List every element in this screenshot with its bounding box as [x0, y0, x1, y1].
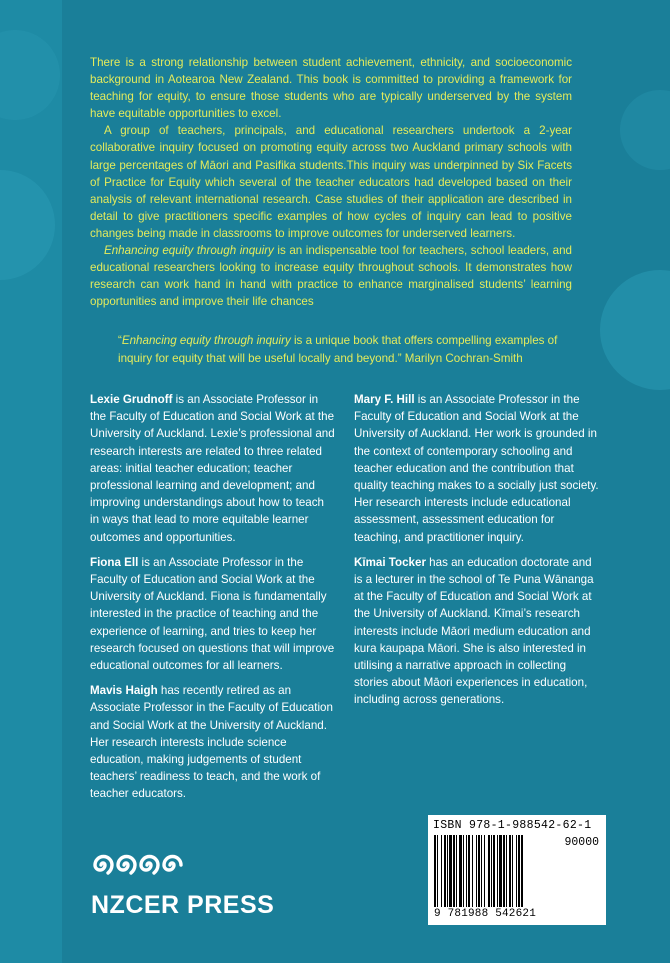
barcode-bar: [478, 835, 480, 907]
barcode-bar: [521, 835, 523, 907]
book-title-italic: Enhancing equity through inquiry: [104, 244, 274, 258]
barcode-bar: [459, 835, 462, 907]
barcode-bar: [472, 835, 473, 907]
barcode-bar: [499, 835, 502, 907]
barcode-bar: [453, 835, 455, 907]
barcode-bar: [441, 835, 442, 907]
barcode-bar: [518, 835, 520, 907]
barcode-bar: [488, 835, 490, 907]
barcode-bar: [434, 835, 436, 907]
author-name: Fiona Ell: [90, 555, 139, 569]
author-bio-text: is an Associate Professor in the Faculty of Education and Social Work at the University of Auckland. Lexie’s professional and research interests are related to three related areas: initial teacher education; teacher professional learning and development; and improving understandings about how to teach in ways that lead to more equitable learner outcomes and opportunities.: [90, 393, 335, 544]
barcode-bar: [484, 835, 485, 907]
barcode-bar: [493, 835, 495, 907]
bios-column-right: [354, 391, 600, 717]
isbn-label: ISBN 978-1-988542-62-1: [433, 819, 592, 832]
barcode-bar: [444, 835, 446, 907]
barcode-bar: [456, 835, 457, 907]
barcode-bar: [449, 835, 452, 907]
barcode-bar: [497, 835, 498, 907]
barcode-bar: [476, 835, 477, 907]
author-bios: [90, 391, 604, 801]
author-name: Lexie Grudnoff: [90, 393, 173, 406]
blurb-paragraph-1: There is a strong relationship between student achievement, ethnicity, and socioeconomic background in Aotearoa New Zealand. This book is committed to providing a framework for teaching for equity, to ensure those students who are typically underserved by the system have equitable opportunities to excel.: [90, 56, 572, 121]
barcode-bar: [509, 835, 511, 907]
barcode-digits: 9 781988 542621: [434, 908, 537, 920]
blurb-paragraph-3-text: is an indispensable tool for teachers, school leaders, and educational researchers looking to increase equity throughout schools. It demonstrates how research can work hand in hand with practice to enhance marginalised students’ learning opportunities and improve their life chances: [90, 244, 572, 309]
author-bio-text: is an Associate Professor in the Faculty of Education and Social Work at the University of Auckland. Her work is grounded in the context of contemporary schooling and teacher education and the contribution that quality teaching makes to a socially just society. Her research interests include educational assessment, assessment education for teaching, and practitioner inquiry.: [354, 393, 599, 544]
author-name: Mavis Haigh: [90, 684, 158, 698]
blurb: [90, 54, 572, 310]
decorative-circle: [600, 270, 670, 390]
barcode-bar: [468, 835, 470, 907]
barcode-bar: [491, 835, 492, 907]
left-band: [0, 0, 62, 963]
quote-open-mark: “: [118, 334, 122, 347]
quote-book-title: Enhancing equity through inquiry: [121, 334, 291, 347]
barcode-bar: [503, 835, 505, 907]
author-name: Mary F. Hill: [354, 393, 415, 406]
author-bio: [90, 391, 336, 546]
endorsement-quote: [118, 332, 578, 367]
barcode-bar: [466, 835, 467, 907]
author-bio-text: is an Associate Professor in the Faculty of Education and Social Work at the University of Auckland. Fiona is fundamentally interested in the practice of teaching and the experience of learning, and tries to keep her research focused on questions that will improve educational outcomes for all learners.: [90, 555, 335, 673]
decorative-circle: [620, 90, 670, 170]
blurb-paragraph-2: A group of teachers, principals, and educational researchers undertook a 2-year collaborative inquiry focused on promoting equity across two Auckland primary schools with large percentages of Māori and Pasifika students.This inquiry was underpinned by Six Facets of Practice for Equity which several of the teacher educators had developed based on their analysis of relevant international research. Case studies of their application are described in detail to give practitioners specific examples of how cycles of inquiry can lead to positive changes being made in classrooms to improve outcomes for underserved learners.: [90, 124, 572, 240]
publisher-name: NZCER PRESS: [91, 891, 275, 919]
bios-column-left: [90, 391, 336, 811]
author-bio: [354, 554, 600, 709]
barcode-bar: [516, 835, 517, 907]
barcode-bar: [512, 835, 513, 907]
author-name: Kīmai Tocker: [354, 555, 426, 569]
author-bio-text: has recently retired as an Associate Professor in the Faculty of Education and Social Work at the University of Auckland. Her research interests include science education, making judgements of student teachers’ readiness to teach, and the work of teacher educators.: [90, 684, 333, 801]
author-bio-text: has an education doctorate and is a lecturer in the school of Te Puna Wānanga at the Faculty of Education and Social Work at the University of Auckland. Kīmai’s research interests include Māori medium education and kura kaupapa Māori. She is also interested in utilising a narrative approach in collecting stories about Māori experiences in education, including across generations.: [354, 555, 594, 707]
barcode-bar: [463, 835, 464, 907]
barcode-bar: [481, 835, 482, 907]
author-bio: [90, 554, 336, 674]
isbn-barcode: [428, 815, 606, 925]
author-bio: [90, 682, 336, 802]
koru-spirals-logo-icon: [91, 848, 183, 882]
publisher-logo: [91, 848, 275, 928]
barcode-bar: [447, 835, 448, 907]
quote-attribution: Marilyn Cochran-Smith: [401, 351, 523, 365]
quote-text: is a unique book that offers compelling examples of inquiry for equity that will be useful locally and beyond.”: [118, 334, 558, 365]
barcode-bars: [434, 835, 554, 907]
barcode-bar: [506, 835, 507, 907]
barcode-bar: [437, 835, 438, 907]
blurb-paragraph-3: [90, 242, 572, 310]
price-code: 90000: [564, 836, 599, 849]
author-bio: [354, 391, 600, 546]
